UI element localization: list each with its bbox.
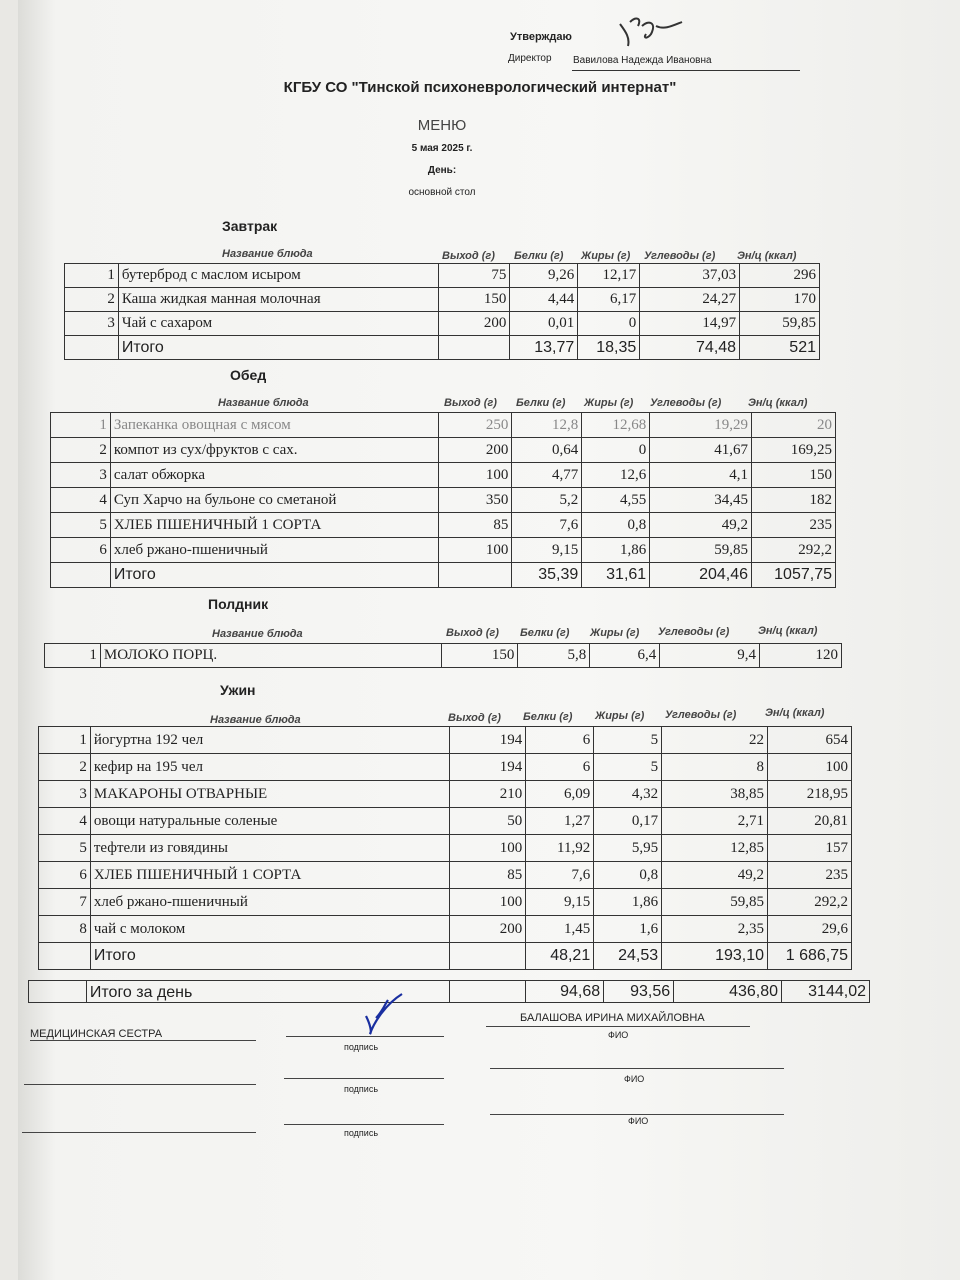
dish-yield: 100 [450,835,526,862]
table-row [45,644,842,668]
total-row [29,981,870,1003]
row-index: 6 [51,538,111,563]
dish-fat: 5 [594,754,662,781]
empty-cell [29,981,87,1003]
nurse-name: БАЛАШОВА ИРИНА МИХАЙЛОВНА [520,1012,705,1024]
row-index: 1 [39,727,91,754]
dish-energy: 29,6 [768,916,852,943]
col-carbs: Углеводы (г) [650,397,722,409]
snack-table [44,643,842,668]
col-yield: Выход (г) [442,250,495,262]
fio-label: ФИО [608,1030,629,1040]
dish-energy: 100 [768,754,852,781]
dish-carbs: 19,29 [650,413,752,438]
dish-energy: 120 [760,644,842,668]
dish-name: МАКАРОНЫ ОТВАРНЫЕ [90,781,450,808]
row-index: 3 [39,781,91,808]
dish-name: хлеб ржано-пшеничный [90,889,450,916]
table-row [51,438,836,463]
col-carbs: Углеводы (г) [644,250,716,262]
total-energy: 1 686,75 [768,943,852,970]
row-index: 1 [45,644,101,668]
dish-energy: 170 [740,288,820,312]
dish-name: ХЛЕБ ПШЕНИЧНЫЙ 1 СОРТА [90,862,450,889]
col-protein: Белки (г) [520,627,570,639]
dish-energy: 654 [768,727,852,754]
dish-energy: 292,2 [752,538,836,563]
empty-cell [438,563,512,588]
signature-label: подпись [344,1042,379,1052]
total-row [39,943,852,970]
col-protein: Белки (г) [523,711,573,723]
director-line [572,70,800,71]
empty-cell [65,336,119,360]
dish-fat: 12,68 [582,413,650,438]
total-protein: 35,39 [512,563,582,588]
row-index: 8 [39,916,91,943]
lunch-table [50,412,836,588]
dish-name: МОЛОКО ПОРЦ. [100,644,442,668]
col-name: Название блюда [212,628,303,640]
dish-protein: 0,01 [510,312,578,336]
dish-protein: 1,27 [526,808,594,835]
dish-carbs: 24,27 [640,288,740,312]
dish-carbs: 22 [662,727,768,754]
dish-energy: 235 [768,862,852,889]
col-yield: Выход (г) [448,712,501,724]
dish-carbs: 59,85 [650,538,752,563]
dish-carbs: 8 [662,754,768,781]
dish-yield: 100 [438,538,512,563]
day-total-protein: 94,68 [526,981,604,1003]
table-row [39,808,852,835]
total-protein: 48,21 [526,943,594,970]
dish-fat: 1,86 [594,889,662,916]
signature-label: подпись [344,1084,379,1094]
dish-fat: 4,32 [594,781,662,808]
col-protein: Белки (г) [514,250,564,262]
dish-yield: 200 [438,312,510,336]
col-name: Название блюда [210,714,301,726]
dish-carbs: 38,85 [662,781,768,808]
row-index: 3 [51,463,111,488]
dish-protein: 6 [526,727,594,754]
dish-yield: 100 [450,889,526,916]
total-energy: 1057,75 [752,563,836,588]
dish-name: компот из сух/фруктов с сах. [110,438,438,463]
section-snack-title: Полдник [208,596,269,612]
dish-carbs: 49,2 [662,862,768,889]
dish-energy: 182 [752,488,836,513]
col-energy: Эн/ц (ккал) [758,625,818,637]
dish-name: Суп Харчо на бульоне со сметаной [110,488,438,513]
total-label: Итого [110,563,438,588]
dish-name: салат обжорка [110,463,438,488]
dish-energy: 169,25 [752,438,836,463]
dish-energy: 20 [752,413,836,438]
dish-fat: 0,17 [594,808,662,835]
dish-fat: 12,17 [578,264,640,288]
day-total-table [28,980,870,1003]
dish-energy: 218,95 [768,781,852,808]
col-name: Название блюда [222,248,313,260]
dish-carbs: 49,2 [650,513,752,538]
dish-protein: 5,8 [518,644,590,668]
total-protein: 13,77 [510,336,578,360]
row-index: 1 [51,413,111,438]
table-row [51,413,836,438]
dish-yield: 150 [442,644,518,668]
dish-carbs: 2,35 [662,916,768,943]
row-index: 2 [39,754,91,781]
table-row [39,835,852,862]
table-row [51,513,836,538]
dish-energy: 292,2 [768,889,852,916]
dish-yield: 250 [438,413,512,438]
dish-name: кефир на 195 чел [90,754,450,781]
dish-carbs: 14,97 [640,312,740,336]
dish-name: Запеканка овощная с мясом [110,413,438,438]
row-index: 1 [65,264,119,288]
section-dinner-title: Ужин [220,682,256,698]
col-yield: Выход (г) [444,397,497,409]
dish-yield: 200 [450,916,526,943]
total-carbs: 204,46 [650,563,752,588]
table-row [65,288,820,312]
total-fat: 18,35 [578,336,640,360]
dish-protein: 11,92 [526,835,594,862]
day-total-fat: 93,56 [604,981,674,1003]
dish-fat: 4,55 [582,488,650,513]
row-index: 6 [39,862,91,889]
fio-line [486,1026,750,1027]
dish-yield: 75 [438,264,510,288]
dish-carbs: 12,85 [662,835,768,862]
dish-fat: 6,4 [590,644,660,668]
table-row [51,463,836,488]
table-row [39,889,852,916]
dish-carbs: 2,71 [662,808,768,835]
nurse-line [30,1040,256,1041]
dish-name: Каша жидкая манная молочная [118,288,438,312]
dish-yield: 350 [438,488,512,513]
row-index: 2 [51,438,111,463]
dish-carbs: 9,4 [660,644,760,668]
col-energy: Эн/ц (ккал) [765,707,825,719]
dish-protein: 6 [526,754,594,781]
col-fat: Жиры (г) [584,397,634,409]
row-index: 5 [39,835,91,862]
col-fat: Жиры (г) [590,627,640,639]
dish-fat: 1,6 [594,916,662,943]
day-total-energy: 3144,02 [782,981,870,1003]
signature-line [284,1124,444,1125]
total-fat: 31,61 [582,563,650,588]
director-label: Директор [508,53,552,64]
col-energy: Эн/ц (ккал) [737,250,797,262]
total-row [65,336,820,360]
table-row [39,727,852,754]
dish-name: овощи натуральные соленые [90,808,450,835]
dish-fat: 0,8 [582,513,650,538]
blank-line [22,1132,256,1133]
dish-protein: 5,2 [512,488,582,513]
col-name: Название блюда [218,397,309,409]
dish-carbs: 37,03 [640,264,740,288]
dinner-table [38,726,852,970]
col-fat: Жиры (г) [581,250,631,262]
dish-name: хлеб ржано-пшеничный [110,538,438,563]
dish-protein: 0,64 [512,438,582,463]
dish-protein: 9,15 [526,889,594,916]
table-row [39,754,852,781]
dish-protein: 1,45 [526,916,594,943]
dish-protein: 4,77 [512,463,582,488]
row-index: 7 [39,889,91,916]
table-row [39,862,852,889]
dish-fat: 0 [582,438,650,463]
total-label: Итого [90,943,450,970]
approve-label: Утверждаю [510,31,572,43]
dish-yield: 150 [438,288,510,312]
section-breakfast-title: Завтрак [222,218,278,234]
dish-name: Чай с сахаром [118,312,438,336]
empty-cell [450,981,526,1003]
dish-name: чай с молоком [90,916,450,943]
fio-label: ФИО [624,1074,645,1084]
total-label: Итого [118,336,438,360]
dish-protein: 7,6 [512,513,582,538]
dish-fat: 5 [594,727,662,754]
dish-carbs: 34,45 [650,488,752,513]
dish-fat: 12,6 [582,463,650,488]
col-yield: Выход (г) [446,627,499,639]
table-row [51,538,836,563]
dish-fat: 6,17 [578,288,640,312]
dish-yield: 50 [450,808,526,835]
col-protein: Белки (г) [516,397,566,409]
empty-cell [51,563,111,588]
table-type: основной стол [408,187,476,198]
dish-name: тефтели из говядины [90,835,450,862]
day-total-carbs: 436,80 [674,981,782,1003]
col-energy: Эн/ц (ккал) [748,397,808,409]
row-index: 4 [51,488,111,513]
total-energy: 521 [740,336,820,360]
dish-yield: 85 [450,862,526,889]
nurse-signature [356,988,416,1038]
col-carbs: Углеводы (г) [665,709,737,721]
dish-energy: 157 [768,835,852,862]
dish-protein: 9,15 [512,538,582,563]
total-carbs: 193,10 [662,943,768,970]
row-index: 4 [39,808,91,835]
table-row [65,312,820,336]
section-lunch-title: Обед [230,367,267,383]
row-index: 2 [65,288,119,312]
dish-carbs: 59,85 [662,889,768,916]
page-title: МЕНЮ [417,117,467,134]
table-row [51,488,836,513]
dish-protein: 12,8 [512,413,582,438]
dish-energy: 59,85 [740,312,820,336]
dish-energy: 296 [740,264,820,288]
dish-yield: 85 [438,513,512,538]
dish-yield: 210 [450,781,526,808]
day-total-label: Итого за день [86,981,449,1003]
director-signature [612,12,692,52]
dish-yield: 194 [450,754,526,781]
dish-protein: 4,44 [510,288,578,312]
signature-label: подпись [344,1128,379,1138]
director-name: Вавилова Надежда Ивановна [573,55,712,66]
empty-cell [450,943,526,970]
organization-name: КГБУ СО "Тинской психоневрологический интернат" [283,79,677,96]
dish-energy: 235 [752,513,836,538]
dish-name: ХЛЕБ ПШЕНИЧНЫЙ 1 СОРТА [110,513,438,538]
day-label: День: [427,165,457,176]
dish-energy: 20,81 [768,808,852,835]
row-index: 5 [51,513,111,538]
dish-name: йогуртна 192 чел [90,727,450,754]
signature-line [284,1078,444,1079]
empty-cell [39,943,91,970]
menu-date: 5 мая 2025 г. [411,143,473,154]
fio-line [490,1068,784,1069]
table-row [39,916,852,943]
nurse-label: МЕДИЦИНСКАЯ СЕСТРА [30,1028,163,1040]
dish-carbs: 4,1 [650,463,752,488]
empty-cell [438,336,510,360]
total-fat: 24,53 [594,943,662,970]
col-fat: Жиры (г) [595,710,645,722]
dish-protein: 7,6 [526,862,594,889]
breakfast-table [64,263,820,360]
dish-fat: 0 [578,312,640,336]
dish-energy: 150 [752,463,836,488]
fio-label: ФИО [628,1116,649,1126]
dish-fat: 1,86 [582,538,650,563]
fio-line [490,1114,784,1115]
dish-yield: 100 [438,463,512,488]
dish-fat: 0,8 [594,862,662,889]
dish-yield: 194 [450,727,526,754]
dish-fat: 5,95 [594,835,662,862]
dish-name: бутерброд с маслом исыром [118,264,438,288]
dish-protein: 6,09 [526,781,594,808]
dish-carbs: 41,67 [650,438,752,463]
dish-protein: 9,26 [510,264,578,288]
total-row [51,563,836,588]
row-index: 3 [65,312,119,336]
col-carbs: Углеводы (г) [658,626,730,638]
blank-line [24,1084,256,1085]
dish-yield: 200 [438,438,512,463]
table-row [65,264,820,288]
total-carbs: 74,48 [640,336,740,360]
table-row [39,781,852,808]
